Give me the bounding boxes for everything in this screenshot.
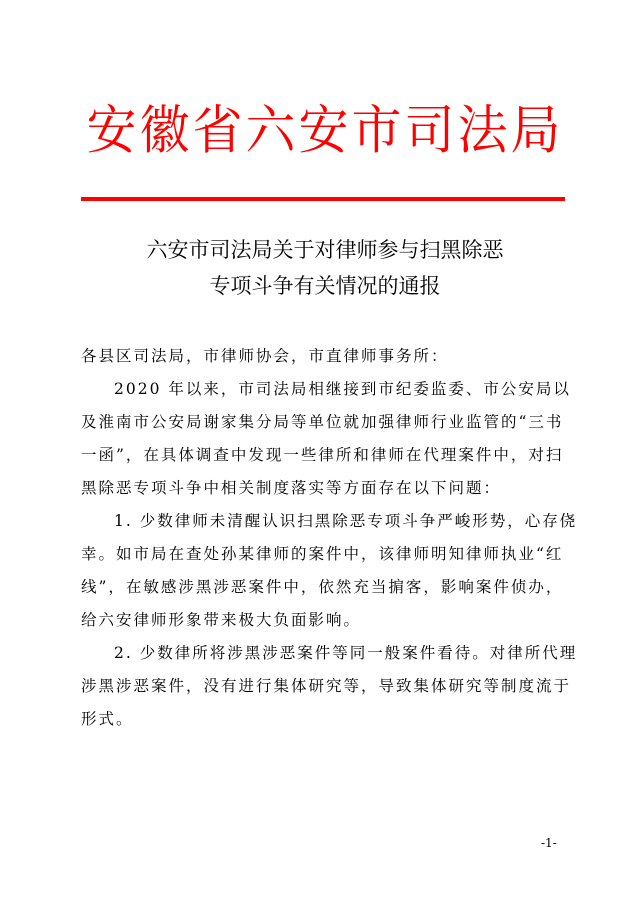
item-2-line: 涉黑涉恶案件，没有进行集体研究等，导致集体研究等制度流于 xyxy=(81,677,572,695)
issuing-authority-header: 安徽省六安市司法局 xyxy=(86,99,564,161)
intro-paragraph-line: 黑除恶专项斗争中相关制度落实等方面存在以下问题： xyxy=(81,479,502,497)
intro-paragraph-line: 及淮南市公安局谢家集分局等单位就加强律师行业监管的“三书 xyxy=(81,413,564,431)
document-title xyxy=(60,232,590,304)
page-number: -1- xyxy=(541,836,557,850)
item-1-line: 线”，在敏感涉黑涉恶案件中，依然充当掮客，影响案件侦办， xyxy=(81,578,564,596)
document-body xyxy=(81,340,578,736)
item-1-line: 1. 少数律师未清醒认识扫黑除恶专项斗争严峻形势，心存侥 xyxy=(114,512,578,530)
item-1-line: 给六安律师形象带来极大负面影响。 xyxy=(81,611,362,629)
document-title-line-2: 专项斗争有关情况的通报 xyxy=(209,274,441,298)
item-1-line: 幸。如市局在查处孙某律师的案件中，该律师明知律师执业“红 xyxy=(81,545,564,563)
item-2-line: 2. 少数律所将涉黑涉恶案件等同一般案件看待。对律所代理 xyxy=(114,644,578,662)
red-divider-line xyxy=(81,197,565,201)
intro-paragraph-line: 一函”，在具体调查中发现一些律所和律师在代理案件中，对扫 xyxy=(81,446,564,464)
item-2-line: 形式。 xyxy=(81,710,134,728)
salutation: 各县区司法局，市律师协会，市直律师事务所： xyxy=(81,347,449,365)
document-title-line-1: 六安市司法局关于对律师参与扫黑除恶 xyxy=(146,238,504,262)
intro-paragraph-line: 2020 年以来，市司法局相继接到市纪委监委、市公安局以 xyxy=(114,380,571,398)
